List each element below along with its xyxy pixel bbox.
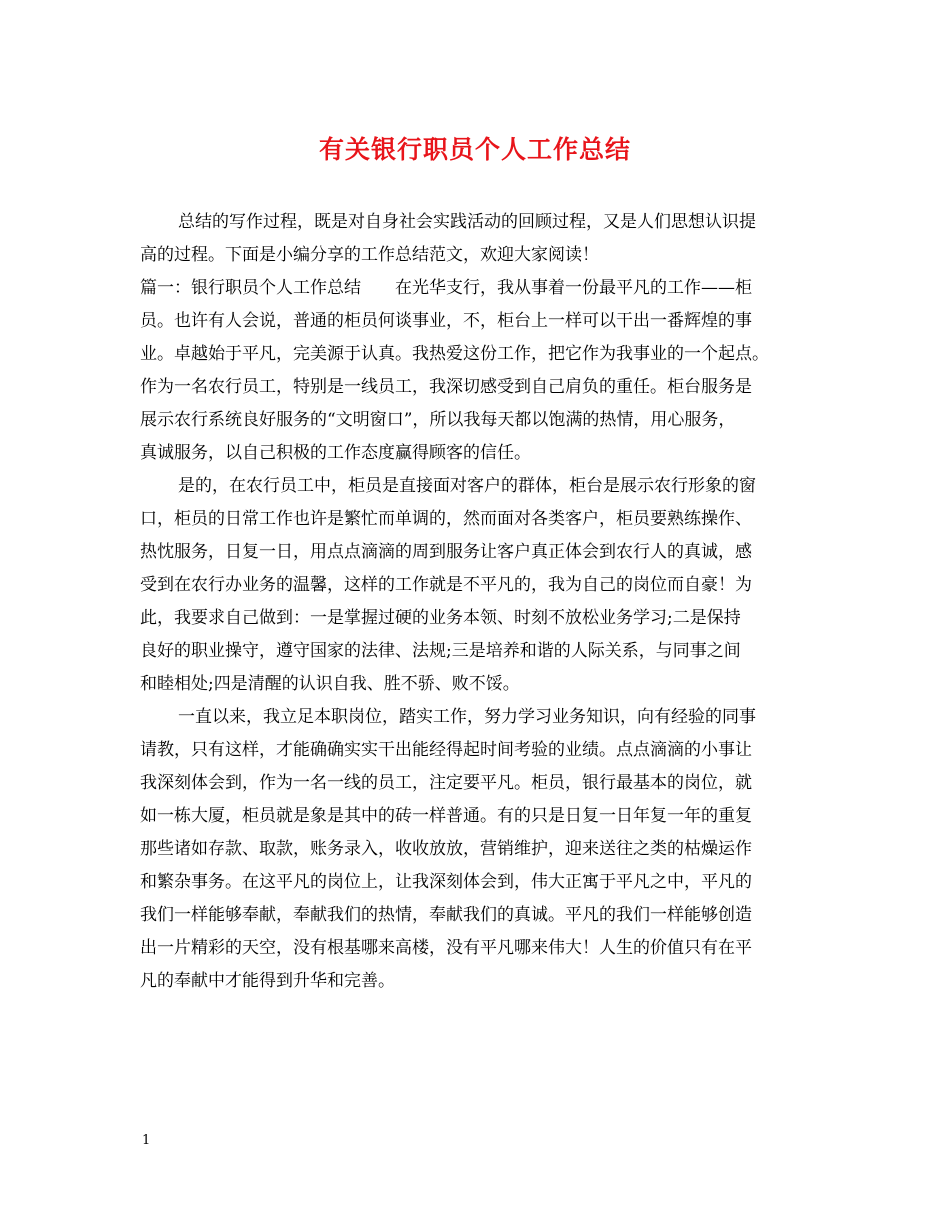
paragraph-line: 和繁杂事务。在这平凡的岗位上，让我深刻体会到，伟大正寓于平凡之中，平凡的	[140, 872, 752, 892]
paragraph-line: 受到在农行办业务的温馨，这样的工作就是不平凡的，我为自己的岗位而自豪！为	[140, 575, 752, 595]
paragraph-line: 一直以来，我立足本职岗位，踏实工作，努力学习业务知识，向有经验的同事	[178, 707, 756, 727]
paragraph-line: 此，我要求自己做到：一是掌握过硬的业务本领、时刻不放松业务学习;二是保持	[140, 608, 741, 628]
paragraph-text: 在光华支行，我从事着一份最平凡的工作——柜	[395, 278, 752, 298]
paragraph-line: 是的，在农行员工中，柜员是直接面对客户的群体，柜台是展示农行形象的窗	[178, 476, 756, 496]
paragraph-line: 我深刻体会到，作为一名一线的员工，注定要平凡。柜员，银行最基本的岗位，就	[140, 773, 752, 793]
paragraph-line: 我们一样能够奉献，奉献我们的热情，奉献我们的真诚。平凡的我们一样能够创造	[140, 905, 752, 925]
paragraph-line: 和睦相处;四是清醒的认识自我、胜不骄、败不馁。	[140, 674, 520, 694]
paragraph-line: 请教，只有这样，才能确确实实干出能经得起时间考验的业绩。点点滴滴的小事让	[140, 740, 752, 760]
paragraph-line: 展示农行系统良好服务的“文明窗口”，所以我每天都以饱满的热情，用心服务，	[140, 410, 736, 430]
document-body	[140, 206, 820, 998]
paragraph-line: 出一片精彩的天空，没有根基哪来高楼，没有平凡哪来伟大！人生的价值只有在平	[140, 938, 752, 958]
paragraph-line: 良好的职业操守，遵守国家的法律、法规;三是培养和谐的人际关系，与同事之间	[140, 641, 741, 661]
paragraph-line: 口，柜员的日常工作也许是繁忙而单调的，然而面对各类客户，柜员要熟练操作、	[140, 509, 752, 529]
paragraph-line: 热忱服务，日复一日，用点点滴滴的周到服务让客户真正体会到农行人的真诚，感	[140, 542, 752, 562]
document-title: 有关银行职员个人工作总结	[318, 135, 631, 164]
page-number: 1	[142, 1133, 151, 1148]
paragraph-line: 高的过程。下面是小编分享的工作总结范文，欢迎大家阅读！	[140, 245, 599, 265]
paragraph-line: 总结的写作过程，既是对自身社会实践活动的回顾过程，又是人们思想认识提	[178, 212, 756, 232]
paragraph-line	[140, 272, 820, 305]
section-heading: 篇一：银行职员个人工作总结	[140, 278, 361, 298]
paragraph-line: 真诚服务，以自己积极的工作态度赢得顾客的信任。	[140, 443, 531, 463]
paragraph-line: 作为一名农行员工，特别是一线员工，我深切感受到自己肩负的重任。柜台服务是	[140, 377, 752, 397]
paragraph-line: 那些诸如存款、取款，账务录入，收收放放，营销维护，迎来送往之类的枯燥运作	[140, 839, 752, 859]
paragraph-line: 如一栋大厦，柜员就是象是其中的砖一样普通。有的只是日复一日年复一年的重复	[140, 806, 752, 826]
paragraph-line: 业。卓越始于平凡，完美源于认真。我热爱这份工作，把它作为我事业的一个起点。	[140, 344, 769, 364]
paragraph-line: 凡的奉献中才能得到升华和完善。	[140, 971, 395, 991]
paragraph-line: 员。也许有人会说，普通的柜员何谈事业，不，柜台上一样可以干出一番辉煌的事	[140, 311, 752, 331]
